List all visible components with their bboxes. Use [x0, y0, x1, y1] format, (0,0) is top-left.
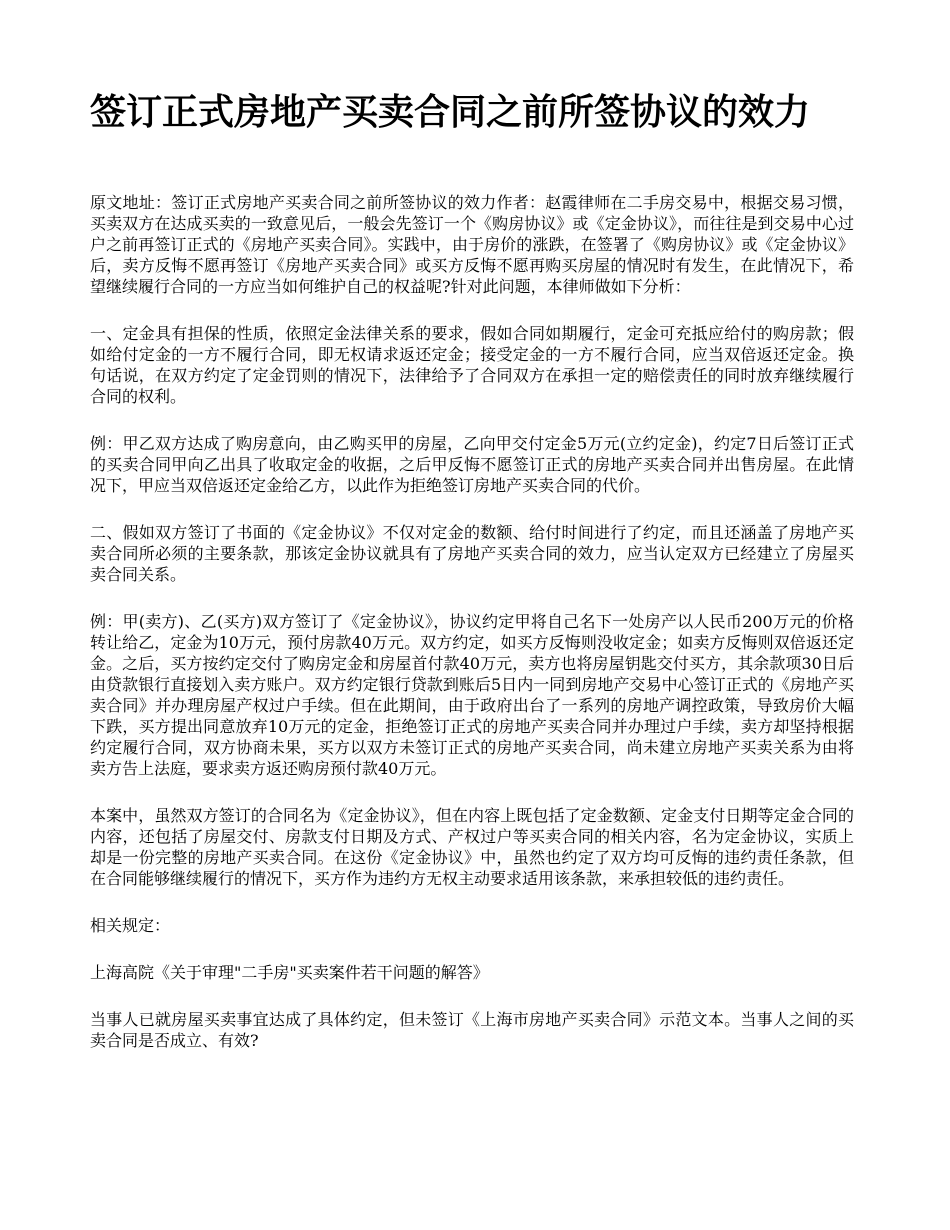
- paragraph-case-analysis: 本案中，虽然双方签订的合同名为《定金协议》，但在内容上既包括了定金数额、定金支付日期等定金合同的内容，还包括了房屋交付、房款支付日期及方式、产权过户等买卖合同的相关内容，名为定金协议，实质上却是一份完整的房地产买卖合同。在这份《定金协议》中，虽然也约定了双方均可反悔的违约责任条款，但在合同能够继续履行的情况下，买方作为违约方无权主动要求适用该条款，来承担较低的违约责任。: [90, 806, 854, 888]
- paragraph-point-one: 一、定金具有担保的性质，依照定金法律关系的要求，假如合同如期履行，定金可充抵应给付的购房款；假如给付定金的一方不履行合同，即无权请求返还定金；接受定金的一方不履行合同，应当双倍返还定金。换句话说，在双方约定了定金罚则的情况下，法律给予了合同双方在承担一定的赔偿责任的同时放弃继续履行合同的权利。: [90, 324, 854, 406]
- page-title: 签订正式房地产买卖合同之前所签协议的效力: [90, 91, 811, 133]
- paragraph-court-reference: 上海高院《关于审理"二手房"买卖案件若干问题的解答》: [90, 963, 489, 982]
- paragraph-example-one: 例：甲乙双方达成了购房意向，由乙购买甲的房屋，乙向甲交付定金5万元(立约定金)，约定7日后签订正式的买卖合同甲向乙出具了收取定金的收据，之后甲反悔不愿签订正式的房地产买卖合同并出售房屋。在此情况下，甲应当双倍返还定金给乙方，以此作为拒绝签订房地产买卖合同的代价。: [90, 434, 854, 495]
- document-body: [90, 192, 854, 1077]
- paragraph-point-two: 二、假如双方签订了书面的《定金协议》不仅对定金的数额、给付时间进行了约定，而且还涵盖了房地产买卖合同所必须的主要条款，那该定金协议就具有了房地产买卖合同的效力，应当认定双方已经建立了房屋买卖合同关系。: [90, 523, 854, 584]
- paragraph-question: 当事人已就房屋买卖事宜达成了具体约定，但未签订《上海市房地产买卖合同》示范文本。当事人之间的买卖合同是否成立、有效?: [90, 1010, 854, 1050]
- paragraph-intro: 原文地址：签订正式房地产买卖合同之前所签协议的效力作者：赵霞律师在二手房交易中，根据交易习惯，买卖双方在达成买卖的一致意见后，一般会先签订一个《购房协议》或《定金协议》，而往往是到交易中心过户之前再签订正式的《房地产买卖合同》。实践中，由于房价的涨跌，在签署了《购房协议》或《定金协议》后，卖方反悔不愿再签订《房地产买卖合同》或买方反悔不愿再购买房屋的情况时有发生，在此情况下，希望继续履行合同的一方应当如何维护自己的权益呢?针对此问题，本律师做如下分析：: [90, 193, 854, 296]
- paragraph-related-rules-heading: 相关规定：: [90, 916, 171, 935]
- paragraph-example-two: 例：甲(卖方)、乙(买方)双方签订了《定金协议》，协议约定甲将自己名下一处房产以人民币200万元的价格转让给乙，定金为10万元，预付房款40万元。双方约定，如买方反悔则没收定金；如卖方反悔则双倍返还定金。之后，买方按约定交付了购房定金和房屋首付款40万元，卖方也将房屋钥匙交付买方，其余款项30日后由贷款银行直接划入卖方账户。双方约定银行贷款到账后5日内一同到房地产交易中心签订正式的《房地产买卖合同》并办理房屋产权过户手续。但在此期间，由于政府出台了一系列的房地产调控政策，导致房价大幅下跌，买方提出同意放弃10万元的定金，拒绝签订正式的房地产买卖合同并办理过户手续，卖方却坚持根据约定履行合同，双方协商未果，买方以双方未签订正式的房地产买卖合同，尚未建立房地产买卖关系为由将卖方告上法庭，要求卖方返还购房预付款40万元。: [90, 612, 854, 778]
